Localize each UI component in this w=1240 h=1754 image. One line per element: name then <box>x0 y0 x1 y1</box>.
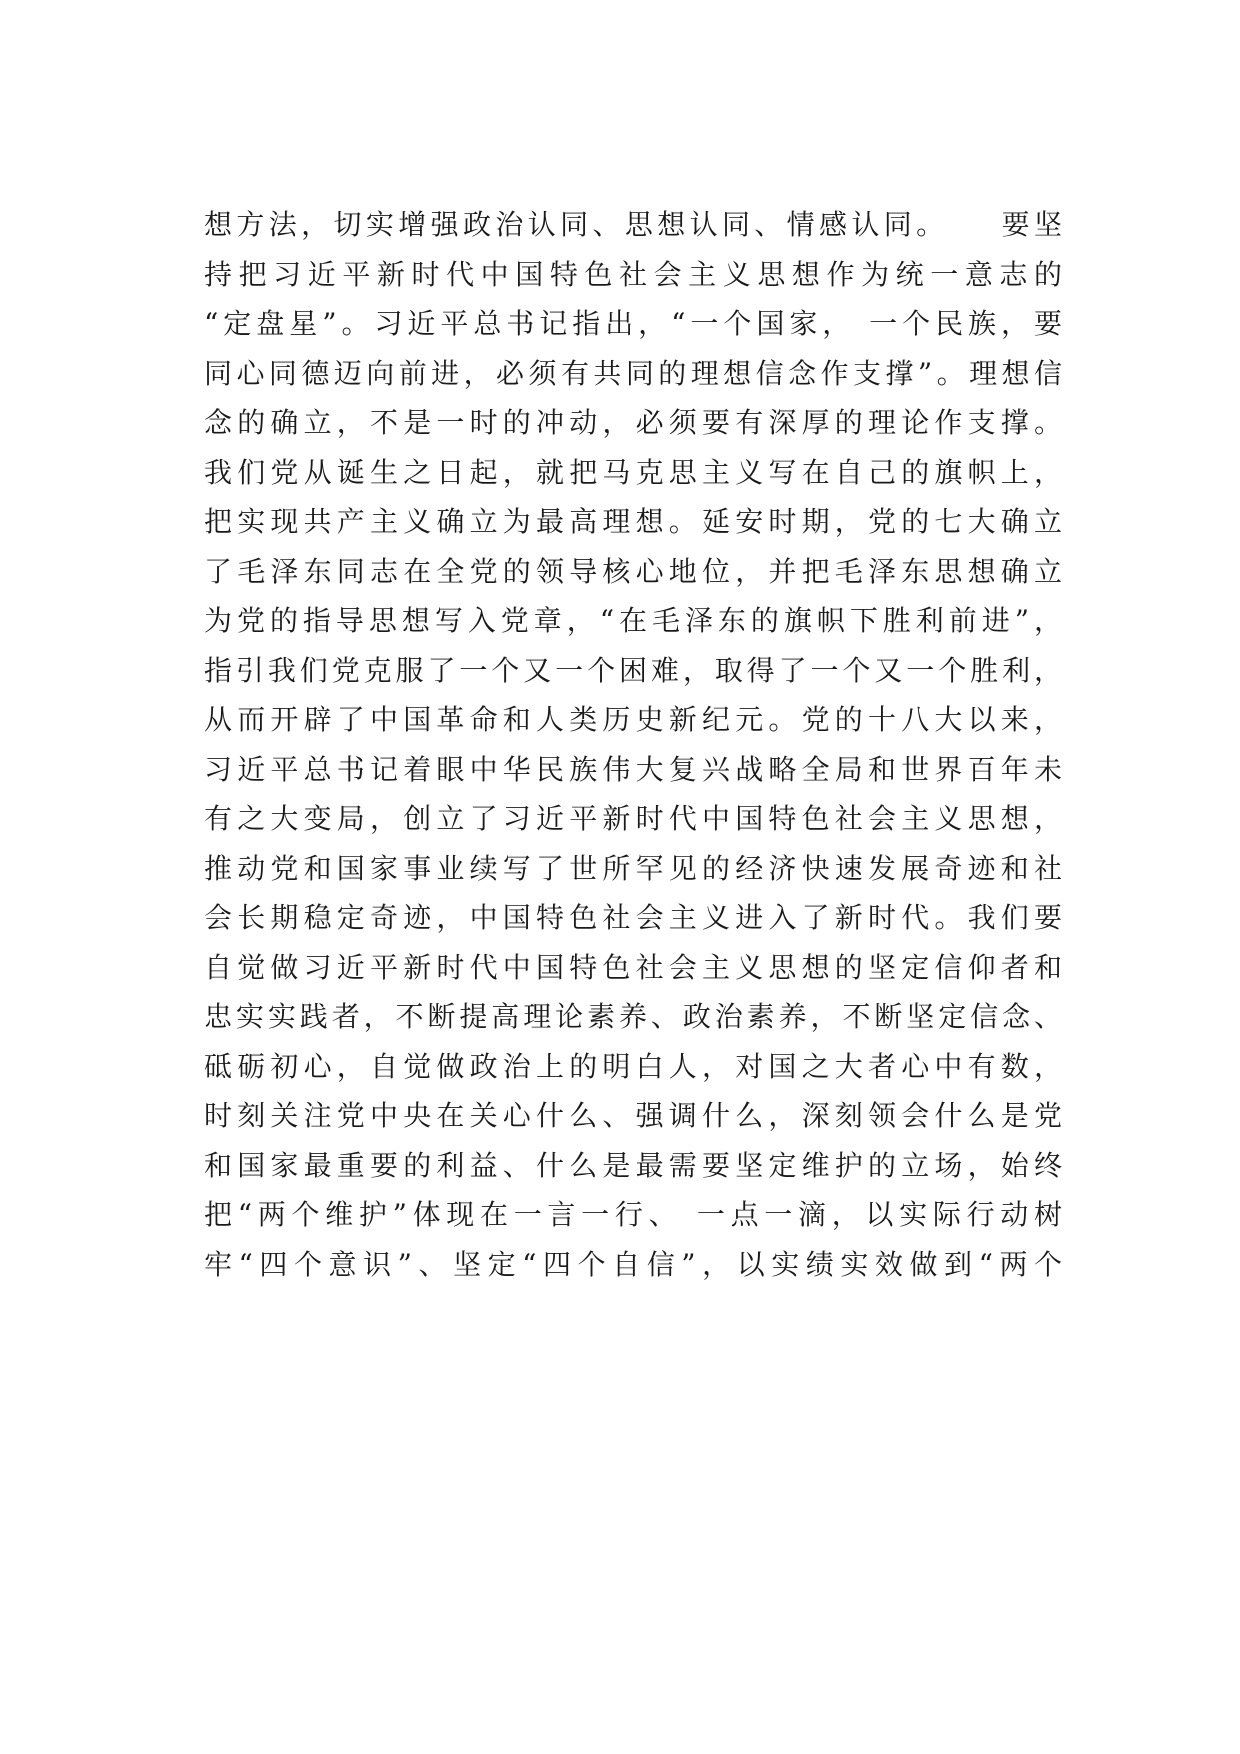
text-line: 指引我们党克服了一个又一个困难，取得了一个又一个胜利， <box>204 653 1064 687</box>
text-line: 自觉做习近平新时代中国特色社会主义思想的坚定信仰者和 <box>204 950 1064 984</box>
text-line: 为党的指导思想写入党章，“在毛泽东的旗帜下胜利前进”， <box>204 604 1064 637</box>
text-line: 从而开辟了中国革命和人类历史新纪元。党的十八大以来， <box>204 703 1064 736</box>
text-line: 砥砺初心，自觉做政治上的明白人，对国之大者心中有数， <box>204 1049 1064 1083</box>
text-line: 习近平总书记着眼中华民族伟大复兴战略全局和世界百年未 <box>204 752 1064 786</box>
text-line: 牢“四个意识”、坚定“四个自信”，以实绩实效做到“两个 <box>204 1247 1064 1281</box>
text-line: 忠实实践者，不断提高理论素养、政治素养，不断坚定信念、 <box>204 1000 1064 1033</box>
text-line: 把实现共产主义确立为最高理想。延安时期，党的七大确立 <box>204 505 1064 538</box>
text-line: “定盘星”。习近平总书记指出，“一个国家， 一个民族，要 <box>204 307 1064 340</box>
text-line: 和国家最重要的利益、什么是最需要坚定维护的立场，始终 <box>204 1148 1064 1182</box>
text-line: 我们党从诞生之日起，就把马克思主义写在自己的旗帜上， <box>204 455 1064 489</box>
text-line: 念的确立，不是一时的冲动，必须要有深厚的理论作支撑。 <box>204 406 1064 439</box>
text-line: 了毛泽东同志在全党的领导核心地位，并把毛泽东思想确立 <box>204 554 1064 588</box>
text-line: 时刻关注党中央在关心什么、强调什么，深刻领会什么是党 <box>204 1099 1064 1132</box>
body-paragraph <box>204 200 1064 1289</box>
text-line: 想方法，切实增强政治认同、思想认同、情感认同。 要坚 <box>204 208 1064 241</box>
text-line: 会长期稳定奇迹，中国特色社会主义进入了新时代。我们要 <box>204 901 1064 934</box>
text-line: 持把习近平新时代中国特色社会主义思想作为统一意志的 <box>204 257 1064 291</box>
text-line: 同心同德迈向前进，必须有共同的理想信念作支撑”。理想信 <box>204 356 1064 390</box>
text-line: 推动党和国家事业续写了世所罕见的经济快速发展奇迹和社 <box>204 851 1064 885</box>
text-line: 有之大变局，创立了习近平新时代中国特色社会主义思想， <box>204 802 1064 835</box>
text-line: 把“两个维护”体现在一言一行、 一点一滴，以实际行动树 <box>204 1198 1064 1231</box>
